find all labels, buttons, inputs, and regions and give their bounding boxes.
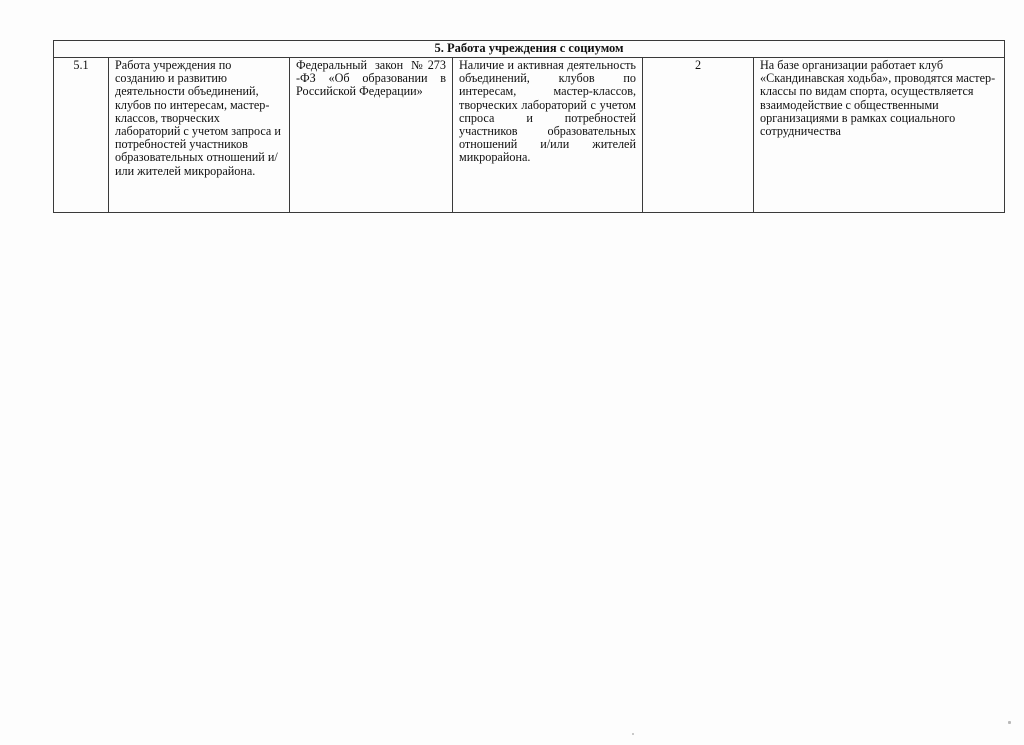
section-header-row [54,41,1005,58]
criterion-cell: Работа учреждения по созданию и развитию деятельности объединений, клубов по интересам, мастер-классов, творческих лабораторий с учетом запроса и потребностей участников образовательных отношений и/или жителей микрорайона. [109,58,290,213]
table-row [54,58,1005,213]
row-number: 5.1 [54,58,109,213]
indicator-cell: Наличие и активная деятельность объединений, клубов по интересам, мастер-классов, творческих лабораторий с учетом спроса и потребностей участников образовательных отношений и/или жителей микрорайона. [453,58,643,213]
score-cell: 2 [643,58,754,213]
comment-cell: На базе организации работает клуб «Скандинавская ходьба», проводятся мастер-классы по видам спорта, осуществляется взаимодействие с общественными организациями в рамках социального сотрудничества [754,58,1005,213]
regulation-cell: Федеральный закон №273 -ФЗ «Об образовании в Российской Федерации» [290,58,453,213]
scan-speck [632,733,634,735]
scan-speck [1008,721,1011,724]
report-table [53,40,1005,213]
section-title: 5. Работа учреждения с социумом [54,41,1005,58]
